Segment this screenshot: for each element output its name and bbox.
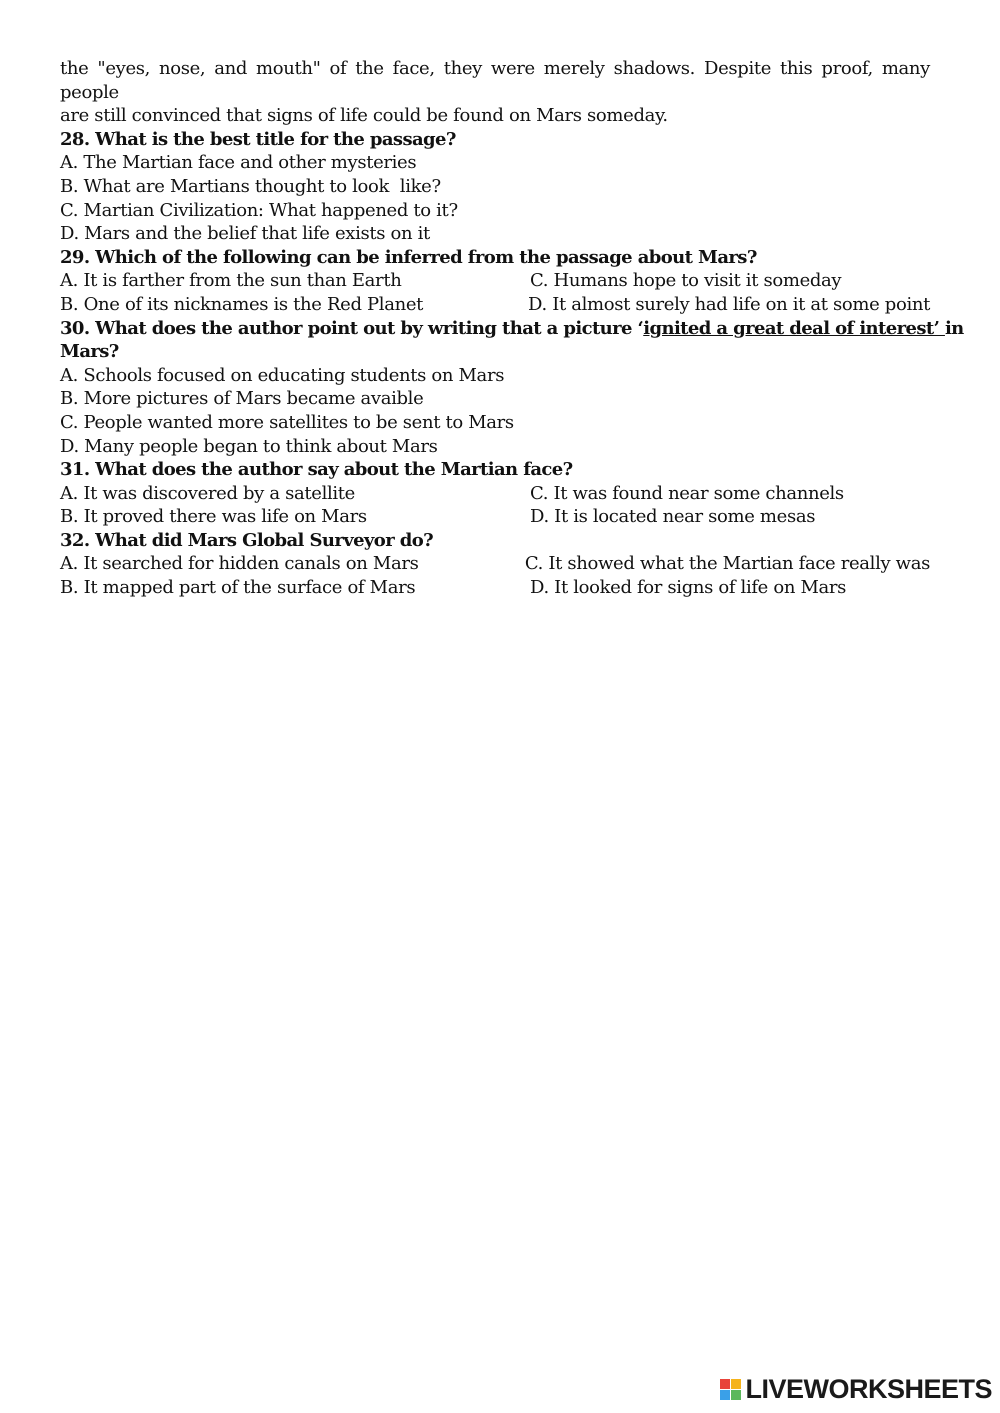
question-28-option-a[interactable]: A. The Martian face and other mysteries (60, 152, 417, 174)
option-row (60, 576, 930, 600)
question-29-option-b[interactable]: B. One of its nicknames is the Red Planet (60, 293, 423, 315)
brand-name: LIVEWORKSHEETS (745, 1374, 992, 1404)
question-32-option-a[interactable]: A. It searched for hidden canals on Mars (60, 553, 419, 575)
question-32-option-b[interactable]: B. It mapped part of the surface of Mars (60, 577, 416, 599)
question-30-stem-line2: Mars? (60, 341, 119, 363)
question-30-stem-tail: in (944, 317, 964, 339)
passage-line: are still convinced that signs of life could be found on Mars someday. (60, 105, 668, 127)
liveworksheets-brand (720, 1374, 992, 1405)
option-row (60, 552, 930, 576)
question-31-option-a[interactable]: A. It was discovered by a satellite (60, 482, 355, 504)
question-28-option-c[interactable]: C. Martian Civilization: What happened to it? (60, 199, 458, 221)
question-30-option-d[interactable]: D. Many people began to think about Mars (60, 435, 438, 457)
question-28-stem: 28. What is the best title for the passage? (60, 128, 456, 150)
logo-square (731, 1379, 741, 1389)
question-29-option-c[interactable]: C. Humans hope to visit it someday (530, 270, 842, 292)
question-30-option-c[interactable]: C. People wanted more satellites to be sent to Mars (60, 411, 514, 433)
question-31-option-d[interactable]: D. It is located near some mesas (530, 506, 816, 528)
question-32-stem: 32. What did Mars Global Surveyor do? (60, 529, 434, 551)
question-30-stem-text: 30. What does the author point out by writing that a picture ‘ (60, 317, 644, 339)
question-31-stem: 31. What does the author say about the Martian face? (60, 459, 573, 481)
liveworksheets-logo-icon (720, 1379, 741, 1400)
quoted-phrase: ignited a great deal of interest’ (643, 317, 945, 339)
question-30-stem (60, 317, 964, 341)
question-30-option-a[interactable]: A. Schools focused on educating students on Mars (60, 364, 505, 386)
option-row (60, 293, 930, 317)
question-30-option-b[interactable]: B. More pictures of Mars became avaible (60, 388, 424, 410)
question-28-option-d[interactable]: D. Mars and the belief that life exists on it (60, 223, 430, 245)
question-29-option-d[interactable]: D. It almost surely had life on it at some point (528, 293, 930, 315)
option-row (60, 269, 930, 293)
question-28-option-b[interactable]: B. What are Martians thought to look like? (60, 175, 441, 197)
question-31-option-b[interactable]: B. It proved there was life on Mars (60, 506, 367, 528)
question-31-option-c[interactable]: C. It was found near some channels (530, 482, 844, 504)
question-32-option-d[interactable]: D. It looked for signs of life on Mars (530, 577, 847, 599)
option-row (60, 482, 930, 506)
logo-square (720, 1379, 730, 1389)
question-29-stem: 29. Which of the following can be inferred from the passage about Mars? (60, 246, 757, 268)
passage-line: the "eyes, nose, and mouth" of the face, they were merely shadows. Despite this proof, many people (60, 58, 930, 103)
worksheet-page (60, 57, 964, 600)
question-29-option-a[interactable]: A. It is farther from the sun than Earth (60, 270, 402, 292)
option-row (60, 505, 930, 529)
logo-square (720, 1390, 730, 1400)
logo-square (731, 1390, 741, 1400)
question-32-option-c[interactable]: C. It showed what the Martian face really was (524, 553, 930, 575)
